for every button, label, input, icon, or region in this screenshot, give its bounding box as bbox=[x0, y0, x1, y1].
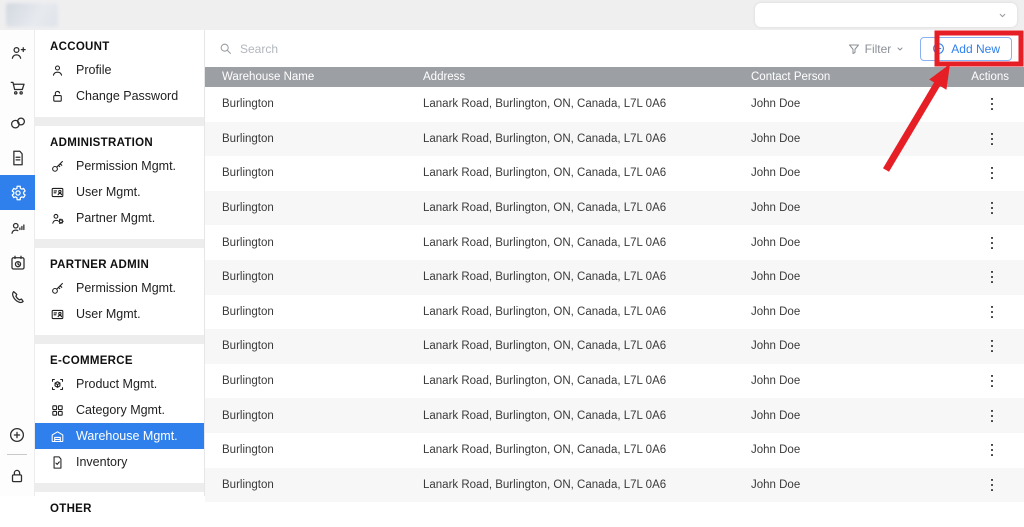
sidebar-item-warehouse-mgmt[interactable] bbox=[35, 423, 204, 449]
calendar-clock-icon[interactable] bbox=[0, 245, 35, 280]
app-shell bbox=[0, 30, 1024, 515]
sidebar-section-other bbox=[35, 492, 204, 527]
kebab-menu-icon[interactable] bbox=[986, 305, 998, 319]
search-icon bbox=[219, 42, 232, 55]
column-header-contact-person: Contact Person bbox=[751, 71, 831, 83]
sidebar-item-permission-mgmt[interactable] bbox=[35, 153, 204, 179]
cell-contact-person: John Doe bbox=[751, 236, 801, 249]
topbar bbox=[0, 0, 1024, 30]
kebab-menu-icon[interactable] bbox=[986, 201, 998, 215]
sidebar-section-account bbox=[35, 30, 204, 117]
cell-address: Lanark Road, Burlington, ON, Canada, L7L 0A6 bbox=[423, 305, 667, 318]
table-row bbox=[205, 225, 1024, 260]
table-row bbox=[205, 156, 1024, 191]
plus-circle-icon[interactable] bbox=[0, 419, 35, 451]
kebab-menu-icon[interactable] bbox=[986, 270, 998, 284]
key-icon bbox=[50, 281, 65, 296]
cell-contact-person: John Doe bbox=[751, 167, 801, 180]
cell-warehouse-name: Burlington bbox=[222, 340, 274, 353]
sidebar-section-e-commerce bbox=[35, 344, 204, 483]
sidebar-section-partner-admin bbox=[35, 248, 204, 335]
table-row bbox=[205, 260, 1024, 295]
filter-funnel-icon bbox=[848, 43, 860, 55]
filter-button[interactable] bbox=[848, 42, 905, 56]
sidebar-item-label: Inventory bbox=[76, 455, 128, 469]
user-add-icon[interactable] bbox=[0, 35, 35, 70]
cell-address: Lanark Road, Burlington, ON, Canada, L7L 0A6 bbox=[423, 340, 667, 353]
cell-contact-person: John Doe bbox=[751, 98, 801, 111]
sidebar-item-change-password[interactable] bbox=[35, 83, 204, 109]
cell-warehouse-name: Burlington bbox=[222, 167, 274, 180]
user-icon bbox=[50, 63, 65, 78]
cell-actions bbox=[934, 339, 1024, 353]
sidebar-item-inventory[interactable] bbox=[35, 449, 204, 475]
cell-warehouse-name: Burlington bbox=[222, 132, 274, 145]
sidebar-item-label: Permission Mgmt. bbox=[76, 281, 177, 295]
cell-actions bbox=[934, 132, 1024, 146]
sidebar-section-title: ADMINISTRATION bbox=[50, 137, 154, 149]
kebab-menu-icon[interactable] bbox=[986, 478, 998, 492]
cell-warehouse-name: Burlington bbox=[222, 444, 274, 457]
sidebar-item-profile[interactable] bbox=[35, 57, 204, 83]
cell-contact-person: John Doe bbox=[751, 271, 801, 284]
inventory-doc-icon bbox=[50, 455, 65, 470]
table-row bbox=[205, 87, 1024, 122]
sidebar-section-title: PARTNER ADMIN bbox=[50, 259, 150, 271]
cell-actions bbox=[934, 305, 1024, 319]
cell-actions bbox=[934, 443, 1024, 457]
cell-address: Lanark Road, Burlington, ON, Canada, L7L 0A6 bbox=[423, 444, 667, 457]
user-gear-icon bbox=[50, 211, 65, 226]
category-grid-icon bbox=[50, 403, 65, 418]
cell-contact-person: John Doe bbox=[751, 444, 801, 457]
cell-actions bbox=[934, 374, 1024, 388]
chevron-down-icon bbox=[896, 45, 904, 53]
cell-warehouse-name: Burlington bbox=[222, 202, 274, 215]
filter-label: Filter bbox=[864, 41, 892, 56]
column-header-actions: Actions bbox=[971, 71, 1009, 83]
search-input[interactable] bbox=[240, 42, 460, 56]
table-row bbox=[205, 329, 1024, 364]
table-row bbox=[205, 398, 1024, 433]
phone-icon[interactable] bbox=[0, 280, 35, 315]
kebab-menu-icon[interactable] bbox=[986, 236, 998, 250]
chevron-down-icon bbox=[998, 11, 1007, 20]
plus-circle-icon bbox=[932, 42, 945, 55]
cell-contact-person: John Doe bbox=[751, 132, 801, 145]
user-stats-icon[interactable] bbox=[0, 210, 35, 245]
cell-address: Lanark Road, Burlington, ON, Canada, L7L 0A6 bbox=[423, 478, 667, 491]
sidebar-item-permission-mgmt[interactable] bbox=[35, 275, 204, 301]
cell-warehouse-name: Burlington bbox=[222, 236, 274, 249]
sidebar-item-product-mgmt[interactable] bbox=[35, 371, 204, 397]
cell-address: Lanark Road, Burlington, ON, Canada, L7L 0A6 bbox=[423, 98, 667, 111]
table-row bbox=[205, 468, 1024, 503]
cell-address: Lanark Road, Burlington, ON, Canada, L7L 0A6 bbox=[423, 236, 667, 249]
table-body bbox=[205, 87, 1024, 502]
sidebar-item-label: Permission Mgmt. bbox=[76, 159, 177, 173]
cell-address: Lanark Road, Burlington, ON, Canada, L7L 0A6 bbox=[423, 202, 667, 215]
search-box bbox=[219, 42, 848, 56]
sidebar-item-label: Product Mgmt. bbox=[76, 377, 158, 391]
cell-actions bbox=[934, 236, 1024, 250]
cell-warehouse-name: Burlington bbox=[222, 305, 274, 318]
table-header-row bbox=[205, 67, 1024, 87]
cell-actions bbox=[934, 166, 1024, 180]
main-content bbox=[205, 30, 1024, 496]
id-card-icon bbox=[50, 185, 65, 200]
sidebar-item-partner-mgmt[interactable] bbox=[35, 205, 204, 231]
rail-bottom-group bbox=[0, 419, 34, 496]
sidebar-section-title: ACCOUNT bbox=[50, 41, 110, 53]
sidebar-item-label: User Mgmt. bbox=[76, 307, 141, 321]
table-row bbox=[205, 122, 1024, 157]
sidebar-item-label: Profile bbox=[76, 63, 112, 77]
document-icon[interactable] bbox=[0, 140, 35, 175]
sidebar-item-label: Warehouse Mgmt. bbox=[76, 429, 178, 443]
add-new-button[interactable] bbox=[920, 37, 1012, 61]
column-header-address: Address bbox=[423, 71, 466, 83]
cell-actions bbox=[934, 478, 1024, 492]
cell-warehouse-name: Burlington bbox=[222, 375, 274, 388]
sidebar-item-label: User Mgmt. bbox=[76, 185, 141, 199]
product-scan-icon bbox=[50, 377, 65, 392]
pills-icon[interactable] bbox=[0, 105, 35, 140]
key-icon bbox=[50, 159, 65, 174]
cell-address: Lanark Road, Burlington, ON, Canada, L7L 0A6 bbox=[423, 375, 667, 388]
cell-contact-person: John Doe bbox=[751, 478, 801, 491]
app-logo bbox=[6, 3, 58, 27]
sidebar-nav bbox=[35, 30, 205, 515]
cell-address: Lanark Road, Burlington, ON, Canada, L7L 0A6 bbox=[423, 132, 667, 145]
sidebar-section-title: OTHER bbox=[50, 503, 92, 515]
cell-address: Lanark Road, Burlington, ON, Canada, L7L 0A6 bbox=[423, 409, 667, 422]
kebab-menu-icon[interactable] bbox=[986, 166, 998, 180]
add-new-label: Add New bbox=[951, 41, 1000, 56]
cell-contact-person: John Doe bbox=[751, 340, 801, 353]
cell-contact-person: John Doe bbox=[751, 305, 801, 318]
icon-rail bbox=[0, 30, 35, 496]
table-toolbar bbox=[205, 30, 1024, 67]
sidebar-item-label: Category Mgmt. bbox=[76, 403, 165, 417]
account-dropdown[interactable] bbox=[755, 3, 1017, 27]
table-row bbox=[205, 191, 1024, 226]
kebab-menu-icon[interactable] bbox=[986, 132, 998, 146]
table-row bbox=[205, 295, 1024, 330]
table-row bbox=[205, 364, 1024, 399]
kebab-menu-icon[interactable] bbox=[986, 409, 998, 423]
rail-divider bbox=[7, 454, 27, 455]
kebab-menu-icon[interactable] bbox=[986, 374, 998, 388]
sidebar-section-administration bbox=[35, 126, 204, 239]
cell-actions bbox=[934, 97, 1024, 111]
kebab-menu-icon[interactable] bbox=[986, 97, 998, 111]
gear-icon[interactable] bbox=[0, 175, 35, 210]
kebab-menu-icon[interactable] bbox=[986, 339, 998, 353]
warehouse-icon bbox=[50, 429, 65, 444]
cell-warehouse-name: Burlington bbox=[222, 271, 274, 284]
cell-actions bbox=[934, 409, 1024, 423]
cell-address: Lanark Road, Burlington, ON, Canada, L7L 0A6 bbox=[423, 167, 667, 180]
cell-contact-person: John Doe bbox=[751, 375, 801, 388]
table-row bbox=[205, 433, 1024, 468]
cell-contact-person: John Doe bbox=[751, 202, 801, 215]
cell-warehouse-name: Burlington bbox=[222, 409, 274, 422]
kebab-menu-icon[interactable] bbox=[986, 443, 998, 457]
sidebar-item-category-mgmt[interactable] bbox=[35, 397, 204, 423]
sidebar-item-user-mgmt[interactable] bbox=[35, 301, 204, 327]
lock-icon[interactable] bbox=[0, 460, 35, 492]
sidebar-item-user-mgmt[interactable] bbox=[35, 179, 204, 205]
cell-actions bbox=[934, 201, 1024, 215]
sidebar-item-label: Partner Mgmt. bbox=[76, 211, 156, 225]
id-card-icon bbox=[50, 307, 65, 322]
sidebar-section-title: E-COMMERCE bbox=[50, 355, 133, 367]
cell-warehouse-name: Burlington bbox=[222, 98, 274, 111]
sidebar-item-label: Change Password bbox=[76, 89, 179, 103]
cell-warehouse-name: Burlington bbox=[222, 478, 274, 491]
cell-address: Lanark Road, Burlington, ON, Canada, L7L 0A6 bbox=[423, 271, 667, 284]
unlock-icon bbox=[50, 89, 65, 104]
cart-icon[interactable] bbox=[0, 70, 35, 105]
cell-contact-person: John Doe bbox=[751, 409, 801, 422]
cell-actions bbox=[934, 270, 1024, 284]
column-header-warehouse-name: Warehouse Name bbox=[222, 71, 315, 83]
